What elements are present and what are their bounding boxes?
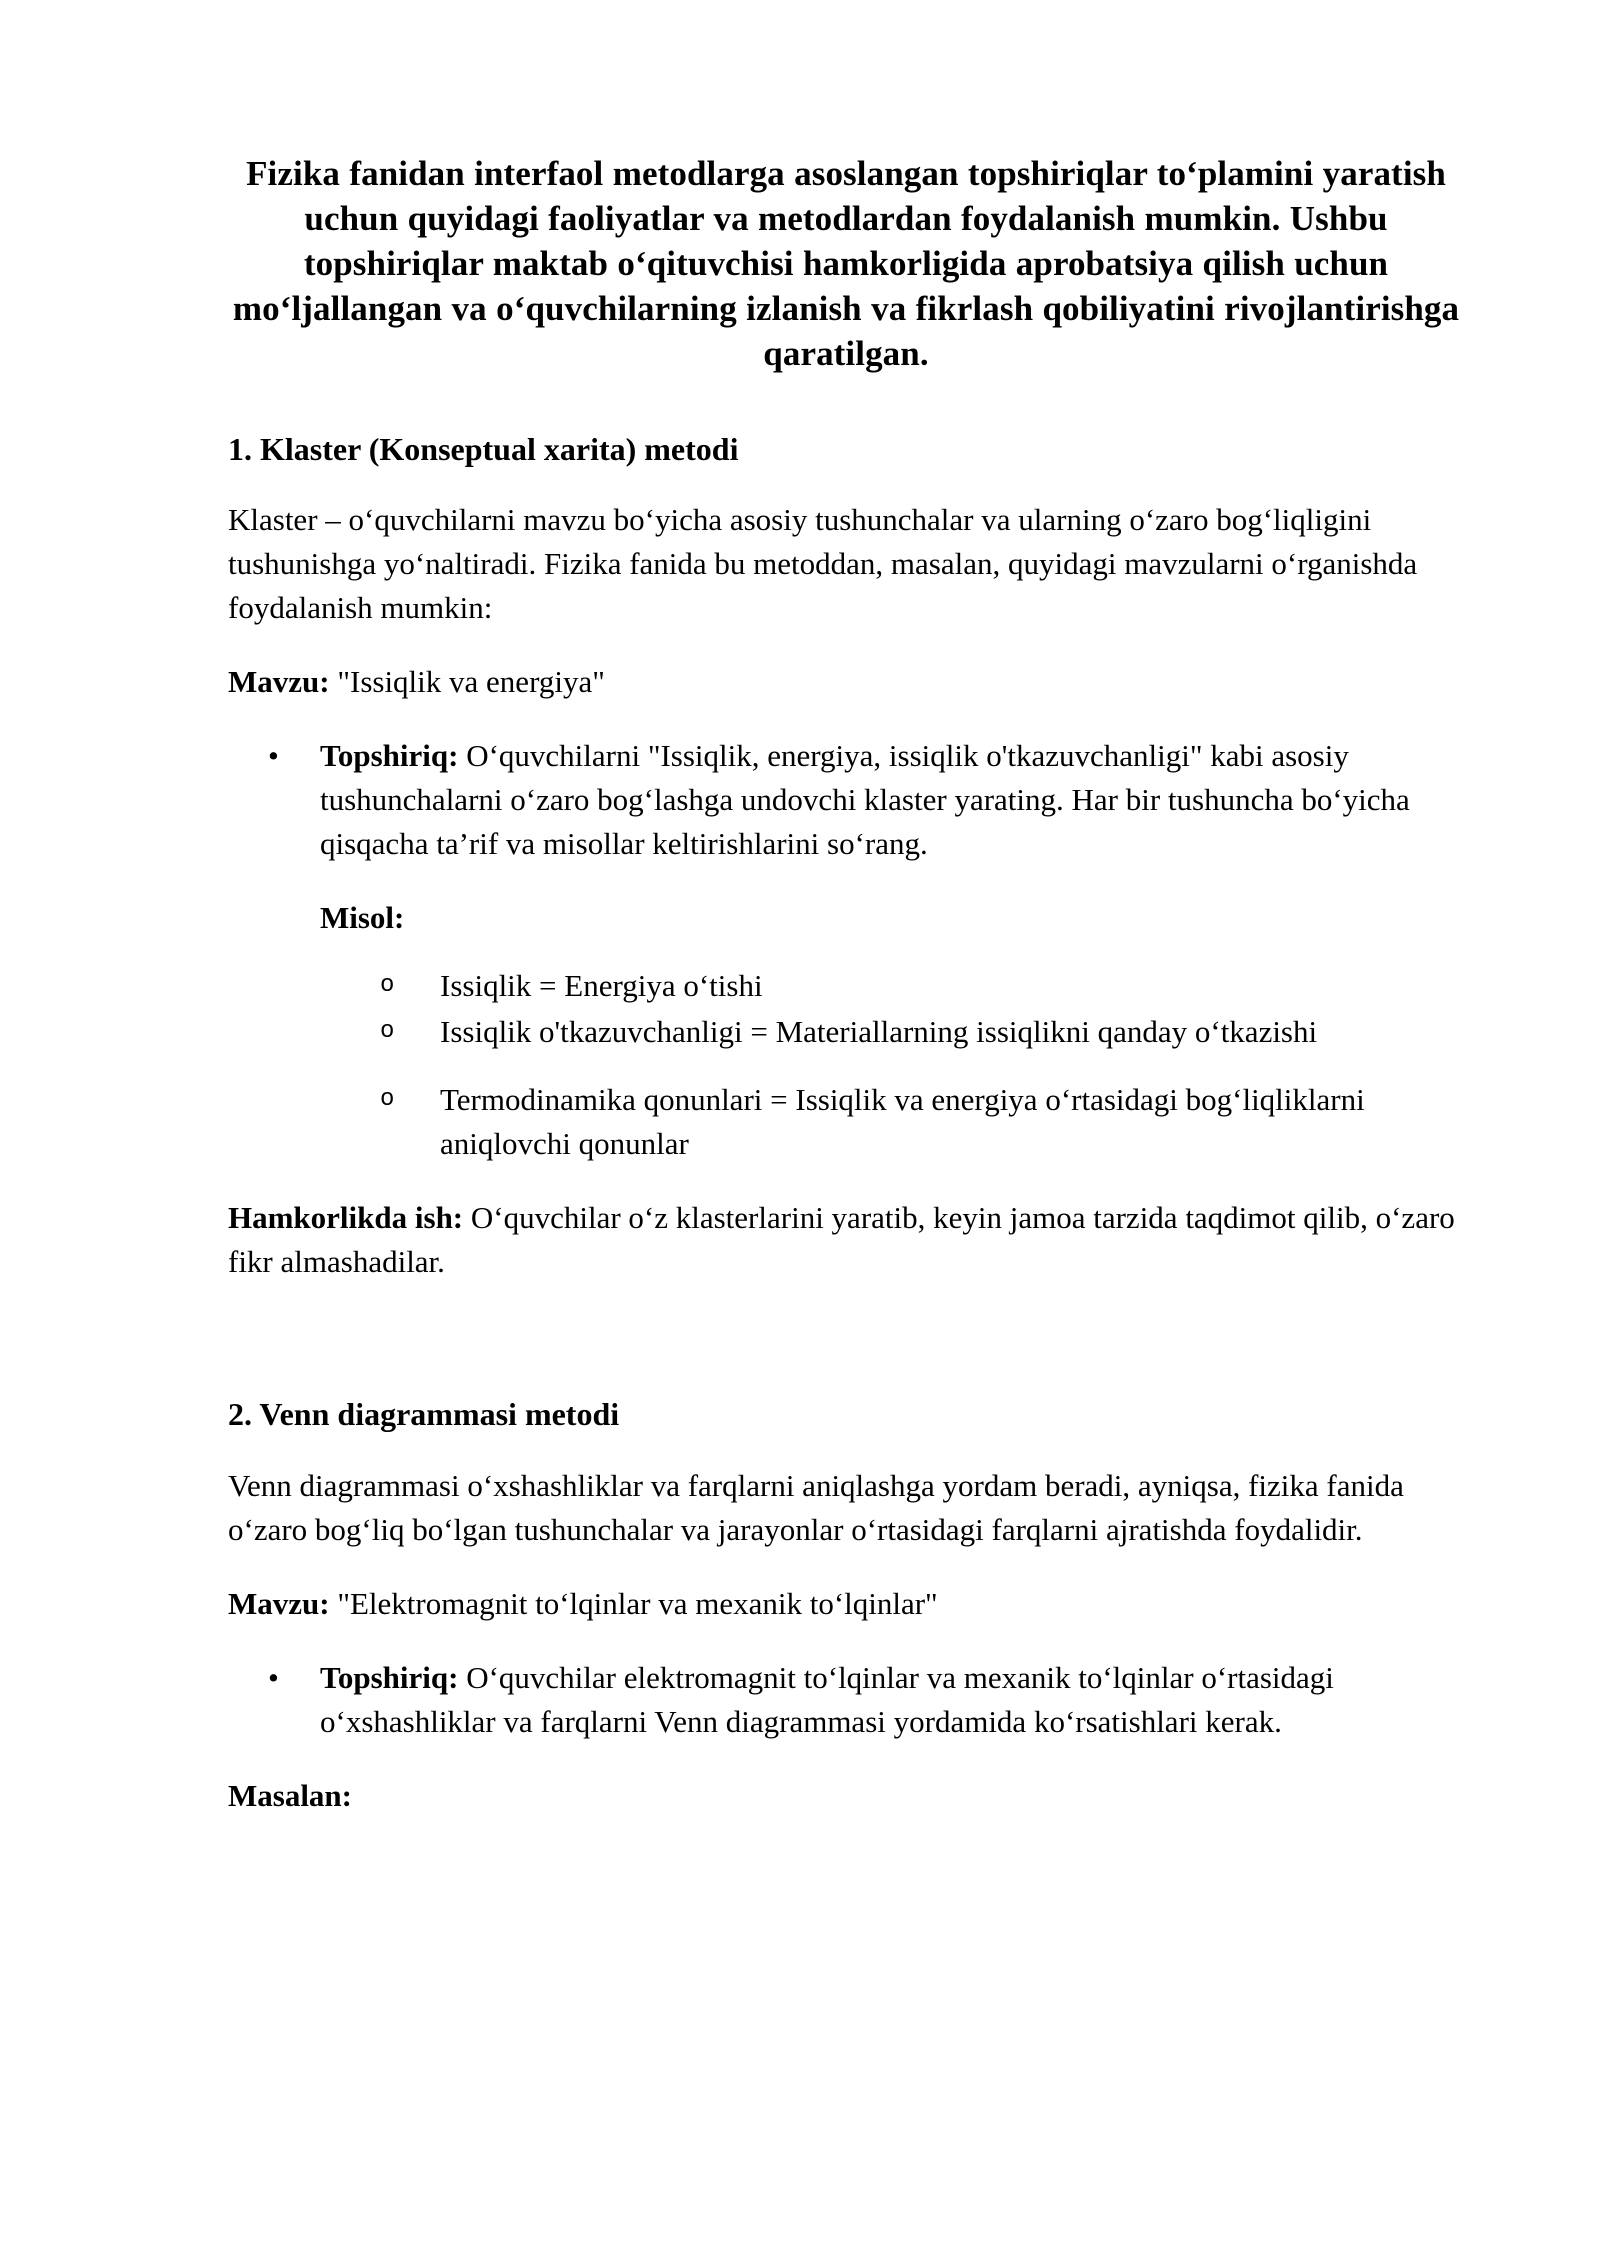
sub-list-item-text: Issiqlik o'tkazuvchanligi = Materiallarning issiqlikni qanday o‘tkazishi: [440, 1014, 1318, 1050]
section-1-mavzu-label: Mavzu:: [228, 664, 330, 700]
section-1-intro-paragraph: Klaster – o‘quvchilarni mavzu bo‘yicha asosiy tushunchalar va ularning o‘zaro bog‘liqligini tushunishga yo‘naltiradi. Fizika fanida bu metoddan, masalan, quyidagi mavzularni o‘rganishda foydalanish mumkin:: [228, 502, 1418, 626]
section-2-topshiriq-value: O‘quvchilar elektromagnit to‘lqinlar va mexanik to‘lqinlar o‘rtasidagi o‘xshashliklar va farqlarni Venn diagrammasi yordamida ko‘rsatishlari kerak.: [320, 1659, 1334, 1739]
section-1-topshiriq-label: Topshiriq:: [320, 738, 459, 774]
bullet-icon: •: [268, 1659, 279, 1695]
sub-list-item-text: Termodinamika qonunlari = Issiqlik va energiya o‘rtasidagi bog‘liqliklarni aniqlovchi qonunlar: [440, 1082, 1365, 1162]
list-item: [228, 1626, 1464, 1744]
section-2-mavzu-value: "Elektromagnit to‘lqinlar va mexanik to‘lqinlar": [337, 1585, 938, 1621]
section-1-topshiriq-value: O‘quvchilarni "Issiqlik, energiya, issiqlik o'tkazuvchanligi" kabi asosiy tushunchalarni o‘zaro bog‘lashga undovchi klaster yarating. Har bir tushuncha bo‘yicha qisqacha ta’rif va misollar keltirishlarini so‘rang.: [320, 738, 1410, 862]
section-1-hamkorlik-paragraph: [228, 1166, 1464, 1284]
section-2-masalan-label: [228, 1744, 1464, 1818]
list-item: [228, 940, 1464, 1008]
section-2-topshiriq-label: Topshiriq:: [320, 1659, 459, 1695]
section-1-bullet-list: [228, 704, 1464, 866]
section-1-misol-sublist: [228, 940, 1464, 1166]
list-item: [228, 704, 1464, 866]
section-2-bullet-list: [228, 1626, 1464, 1744]
bullet-icon: •: [268, 738, 279, 774]
section-1-mavzu-line: [228, 630, 1464, 704]
section-heading-1: 1. Klaster (Konseptual xarita) metodi: [228, 430, 739, 467]
document-title: Fizika fanidan interfaol metodlarga asoslangan topshiriqlar to‘plamini yaratish uchun quyidagi faoliyatlar va metodlardan foydalanish mumkin. Ushbu topshiriqlar maktab o‘qituvchisi hamkorligida aprobatsiya qilish uchun mo‘ljallangan va o‘quvchilarning izlanish va fikrlash qobiliyatini rivojlantirishga qaratilgan.: [232, 154, 1460, 373]
list-item: [228, 1008, 1464, 1054]
sub-bullet-icon: o: [380, 972, 395, 1000]
section-2-mavzu-line: [228, 1552, 1464, 1626]
sub-bullet-icon: o: [380, 1086, 395, 1114]
section-2-intro-paragraph: Venn diagrammasi o‘xshashliklar va farqlarni aniqlashga yordam beradi, ayniqsa, fizika fanida o‘zaro bog‘liq bo‘lgan tushunchalar va jarayonlar o‘rtasidagi farqlarni ajratishda foydalidir.: [228, 1467, 1404, 1547]
section-2-mavzu-label: Mavzu:: [228, 1585, 330, 1621]
sub-bullet-icon: o: [380, 1018, 395, 1046]
section-1-hamkorlik-value: O‘quvchilar o‘z klasterlarini yaratib, keyin jamoa tarzida taqdimot qilib, o‘zaro fikr almashadilar.: [228, 1200, 1455, 1280]
section-spacer: [228, 1284, 1464, 1342]
section-heading-2: 2. Venn diagrammasi metodi: [228, 1396, 620, 1433]
section-1-misol-label: Misol:: [320, 900, 405, 936]
section-1-hamkorlik-label: Hamkorlikda ish:: [228, 1200, 464, 1236]
page-content: [228, 0, 1464, 1818]
list-item: [228, 1054, 1464, 1166]
section-1-mavzu-value: "Issiqlik va energiya": [337, 664, 605, 700]
sub-list-item-text: Issiqlik = Energiya o‘tishi: [440, 968, 763, 1004]
masalan-label-text: Masalan:: [228, 1777, 352, 1813]
